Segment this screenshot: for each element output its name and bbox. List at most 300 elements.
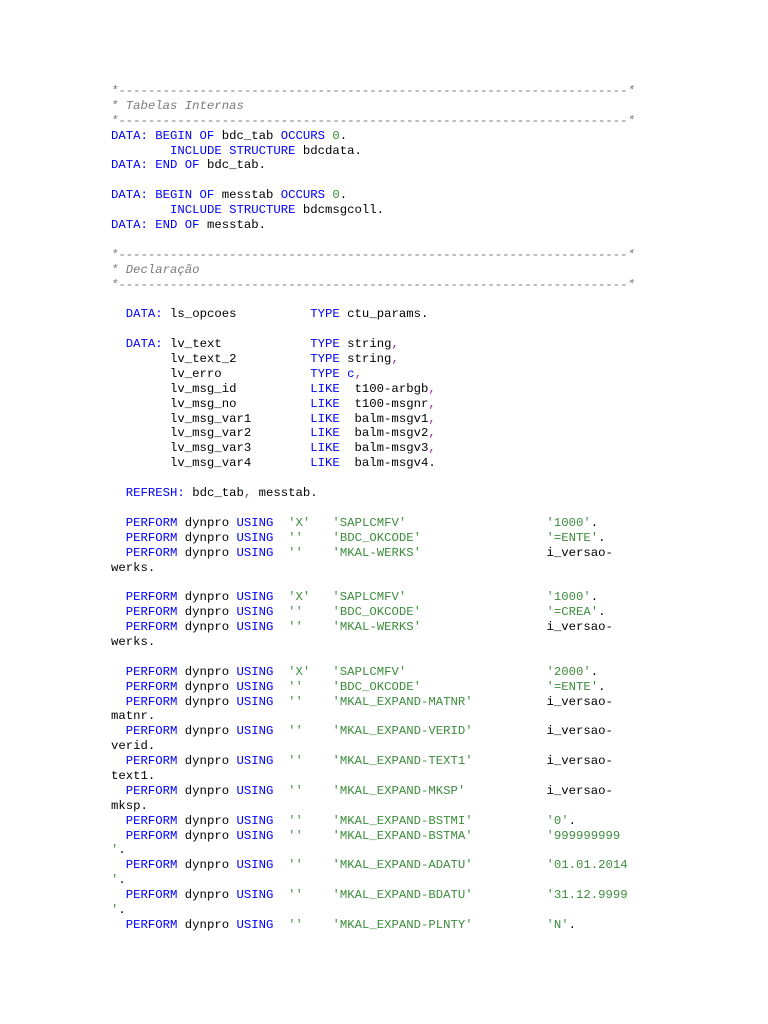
- code-token: [111, 486, 126, 500]
- code-token: '0': [546, 813, 569, 828]
- code-token: LIKE: [310, 426, 340, 441]
- code-token: '': [288, 828, 303, 843]
- code-token: TYPE: [310, 352, 340, 367]
- code-token: [111, 858, 126, 872]
- code-token: LIKE: [310, 411, 340, 426]
- code-line: [111, 784, 635, 799]
- code-token: .: [590, 590, 599, 605]
- code-token: .: [590, 664, 599, 679]
- code-token: [273, 918, 288, 932]
- code-token: [273, 680, 288, 694]
- code-token: LIKE: [310, 456, 340, 471]
- code-line: [111, 263, 635, 278]
- code-token: 'MKAL-WERKS': [332, 620, 421, 635]
- code-token: [111, 307, 126, 321]
- code-token: [303, 829, 333, 843]
- code-token: INCLUDE STRUCTURE: [170, 203, 296, 218]
- code-token: t100-arbgb: [339, 381, 429, 396]
- code-token: PERFORM: [125, 754, 178, 769]
- code-token: DATA:: [125, 307, 163, 322]
- code-token: [406, 516, 546, 530]
- code-token: [303, 784, 333, 798]
- code-token: [111, 754, 126, 768]
- code-token: '': [288, 545, 303, 560]
- code-token: '': [288, 917, 303, 932]
- code-token: '': [288, 694, 303, 709]
- code-token: [303, 620, 333, 634]
- code-token: [273, 754, 288, 768]
- code-token: [303, 695, 333, 709]
- code-token: c: [347, 366, 355, 381]
- code-token: '2000': [546, 664, 591, 679]
- code-token: '': [288, 888, 303, 903]
- code-line: [111, 516, 635, 531]
- code-token: [421, 531, 546, 545]
- code-line: [111, 695, 635, 710]
- code-line: [111, 903, 635, 918]
- code-token: dynpro: [177, 530, 237, 545]
- code-token: ': [111, 843, 119, 858]
- code-token: '': [288, 783, 303, 798]
- code-token: '1000': [546, 515, 591, 530]
- code-token: [303, 605, 333, 619]
- code-token: '': [288, 530, 303, 545]
- code-token: [111, 724, 126, 738]
- code-token: PERFORM: [125, 515, 178, 530]
- code-token: [273, 516, 288, 530]
- abap-code-listing: [111, 84, 635, 933]
- code-token: USING: [236, 620, 274, 635]
- code-token: '31.12.9999: [546, 888, 628, 903]
- code-line: [111, 307, 635, 322]
- code-token: [111, 531, 126, 545]
- code-token: i_versao-: [472, 724, 613, 739]
- code-token: [111, 546, 126, 560]
- code-token: '': [288, 605, 303, 620]
- code-token: *---------------------------------------------------------------------*: [111, 247, 635, 262]
- code-token: lv_text: [162, 337, 311, 352]
- code-token: dynpro: [177, 783, 237, 798]
- code-token: USING: [236, 724, 274, 739]
- code-token: .: [568, 917, 576, 932]
- code-line: [111, 278, 635, 293]
- code-token: balm-msgv4.: [339, 456, 436, 471]
- code-line: [111, 858, 635, 873]
- code-line: [111, 367, 635, 382]
- code-token: USING: [236, 858, 274, 873]
- code-line: [111, 337, 635, 352]
- code-token: [111, 605, 126, 619]
- code-token: 'N': [546, 917, 569, 932]
- code-token: '999999999: [546, 828, 621, 843]
- code-token: dynpro: [177, 590, 237, 605]
- code-token: '': [288, 620, 303, 635]
- code-line: [111, 665, 635, 680]
- code-token: 'X': [288, 664, 311, 679]
- code-token: 'MKAL_EXPAND-BSTMA': [332, 828, 473, 843]
- code-token: 'MKAL_EXPAND-VERID': [332, 724, 473, 739]
- code-token: 'SAPLCMFV': [332, 664, 407, 679]
- code-token: lv_msg_var4: [111, 456, 311, 471]
- code-token: 'X': [288, 515, 311, 530]
- code-token: DATA: END OF: [111, 218, 200, 233]
- code-token: [473, 888, 547, 902]
- code-token: [421, 680, 546, 694]
- code-token: TYPE: [310, 337, 340, 352]
- code-token: PERFORM: [125, 783, 178, 798]
- code-token: [273, 605, 288, 619]
- code-token: [111, 784, 126, 798]
- code-token: [303, 918, 333, 932]
- code-token: .: [590, 515, 599, 530]
- code-line: [111, 531, 635, 546]
- code-token: mksp.: [111, 798, 148, 813]
- code-token: [473, 918, 547, 932]
- code-token: USING: [236, 694, 274, 709]
- code-token: '': [288, 813, 303, 828]
- code-token: string: [339, 352, 392, 367]
- code-token: string: [339, 337, 392, 352]
- code-token: [111, 665, 126, 679]
- code-token: .: [118, 843, 126, 858]
- code-token: dynpro: [177, 724, 237, 739]
- code-token: '': [288, 858, 303, 873]
- code-token: ,: [428, 411, 436, 426]
- code-line: [111, 456, 635, 471]
- code-token: dynpro: [177, 620, 237, 635]
- code-token: ,: [354, 366, 362, 381]
- code-line: [111, 382, 635, 397]
- code-line: [111, 590, 635, 605]
- code-token: [310, 590, 332, 604]
- code-token: messtab.: [251, 486, 318, 501]
- code-token: PERFORM: [125, 530, 178, 545]
- code-token: PERFORM: [125, 917, 178, 932]
- code-token: i_versao-: [472, 694, 613, 709]
- code-line: [111, 173, 635, 188]
- code-token: [273, 724, 288, 738]
- code-token: PERFORM: [125, 858, 178, 873]
- code-token: dynpro: [177, 888, 237, 903]
- code-token: [273, 620, 288, 634]
- code-token: OCCURS: [280, 188, 326, 203]
- code-token: LIKE: [310, 381, 340, 396]
- code-token: t100-msgnr: [339, 396, 429, 411]
- code-token: USING: [236, 530, 274, 545]
- code-token: 'X': [288, 590, 311, 605]
- code-token: 'MKAL_EXPAND-BDATU': [332, 888, 473, 903]
- code-line: [111, 84, 635, 99]
- code-token: 'MKAL-WERKS': [332, 545, 421, 560]
- code-token: * Declaração: [111, 262, 200, 277]
- code-token: ,: [428, 396, 436, 411]
- code-line: [111, 918, 635, 933]
- code-token: dynpro: [177, 545, 237, 560]
- code-token: bdc_tab: [214, 128, 281, 143]
- code-token: PERFORM: [125, 888, 178, 903]
- code-token: 'MKAL_EXPAND-BSTMI': [332, 813, 473, 828]
- code-token: 'MKAL_EXPAND-MATNR': [332, 694, 473, 709]
- code-token: [273, 665, 288, 679]
- code-token: *---------------------------------------------------------------------*: [111, 84, 635, 98]
- code-token: 0: [332, 188, 340, 203]
- code-token: [273, 531, 288, 545]
- code-line: [111, 635, 635, 650]
- code-token: lv_msg_var1: [111, 411, 311, 426]
- code-token: PERFORM: [125, 590, 178, 605]
- code-token: ': [111, 873, 119, 888]
- code-token: USING: [236, 783, 274, 798]
- code-token: bdc_tab.: [199, 158, 266, 173]
- code-line: [111, 739, 635, 754]
- code-line: [111, 724, 635, 739]
- code-token: PERFORM: [125, 679, 178, 694]
- code-token: USING: [236, 888, 274, 903]
- code-token: [111, 814, 126, 828]
- code-token: text1.: [111, 768, 156, 783]
- code-token: lv_msg_id: [111, 381, 311, 396]
- code-token: USING: [236, 828, 274, 843]
- code-token: bdcdata.: [295, 143, 362, 158]
- code-token: verid.: [111, 739, 156, 754]
- code-token: 'SAPLCMFV': [332, 515, 407, 530]
- code-token: ': [111, 902, 119, 917]
- code-token: '=ENTE': [546, 530, 599, 545]
- code-token: [273, 590, 288, 604]
- code-line: [111, 799, 635, 814]
- code-token: TYPE: [310, 366, 340, 381]
- code-token: werks.: [111, 634, 156, 649]
- code-line: [111, 233, 635, 248]
- code-token: balm-msgv3: [339, 441, 429, 456]
- code-token: 'MKAL_EXPAND-MKSP': [332, 783, 466, 798]
- code-token: [111, 680, 126, 694]
- code-token: * Tabelas Internas: [111, 98, 244, 113]
- code-line: [111, 814, 635, 829]
- code-token: [406, 590, 546, 604]
- code-line: [111, 501, 635, 516]
- code-line: [111, 888, 635, 903]
- code-token: [303, 724, 333, 738]
- code-token: [111, 516, 126, 530]
- code-token: [273, 858, 288, 872]
- code-token: 'BDC_OKCODE': [332, 605, 421, 620]
- code-token: ,: [391, 337, 399, 352]
- code-line: [111, 322, 635, 337]
- code-token: '1000': [546, 590, 591, 605]
- code-token: [421, 605, 546, 619]
- code-token: DATA: BEGIN OF: [111, 128, 215, 143]
- code-token: '=CREA': [546, 605, 599, 620]
- code-token: messtab: [214, 188, 281, 203]
- code-token: .: [598, 530, 606, 545]
- code-token: DATA: END OF: [111, 158, 200, 173]
- code-token: USING: [236, 679, 274, 694]
- code-line: [111, 829, 635, 844]
- code-token: USING: [236, 754, 274, 769]
- code-token: REFRESH:: [125, 486, 185, 501]
- code-token: USING: [236, 545, 274, 560]
- code-token: [111, 203, 170, 217]
- code-token: ,: [243, 486, 252, 501]
- code-token: ,: [391, 352, 399, 367]
- code-token: .: [568, 813, 576, 828]
- code-token: [111, 144, 170, 158]
- code-token: [111, 829, 126, 843]
- code-token: ,: [428, 426, 436, 441]
- code-line: [111, 412, 635, 427]
- code-token: OCCURS: [280, 128, 326, 143]
- code-token: [310, 516, 332, 530]
- code-token: ,: [428, 381, 436, 396]
- code-line: [111, 650, 635, 665]
- code-token: USING: [236, 664, 274, 679]
- code-token: '': [288, 679, 303, 694]
- code-token: dynpro: [177, 828, 237, 843]
- code-token: 'BDC_OKCODE': [332, 679, 421, 694]
- code-line: [111, 769, 635, 784]
- code-token: DATA: BEGIN OF: [111, 188, 215, 203]
- code-token: [406, 665, 546, 679]
- code-token: dynpro: [177, 813, 237, 828]
- code-token: lv_text_2: [111, 352, 311, 367]
- code-token: i_versao-: [421, 620, 613, 635]
- code-token: lv_msg_var3: [111, 441, 311, 456]
- code-token: ls_opcoes: [162, 307, 311, 322]
- code-token: USING: [236, 515, 274, 530]
- code-token: dynpro: [177, 515, 237, 530]
- code-line: [111, 203, 635, 218]
- code-token: [111, 590, 126, 604]
- code-token: [273, 546, 288, 560]
- code-line: [111, 114, 635, 129]
- code-token: '': [288, 754, 303, 769]
- code-token: [111, 620, 126, 634]
- code-token: i_versao-: [465, 783, 613, 798]
- code-token: PERFORM: [125, 828, 178, 843]
- code-token: 'BDC_OKCODE': [332, 530, 421, 545]
- code-token: PERFORM: [125, 545, 178, 560]
- code-token: USING: [236, 605, 274, 620]
- code-token: [473, 829, 547, 843]
- code-line: [111, 873, 635, 888]
- code-line: [111, 292, 635, 307]
- code-line: [111, 188, 635, 203]
- code-line: [111, 754, 635, 769]
- code-token: '01.01.2014: [546, 858, 628, 873]
- code-token: PERFORM: [125, 694, 178, 709]
- code-line: [111, 158, 635, 173]
- code-token: werks.: [111, 560, 156, 575]
- code-token: [111, 337, 126, 351]
- code-line: [111, 352, 635, 367]
- code-token: '': [288, 724, 303, 739]
- code-token: .: [598, 605, 606, 620]
- code-token: LIKE: [310, 396, 340, 411]
- code-line: [111, 218, 635, 233]
- code-token: dynpro: [177, 858, 237, 873]
- code-line: [111, 397, 635, 412]
- code-token: [303, 814, 333, 828]
- code-token: .: [339, 188, 348, 203]
- code-token: 'MKAL_EXPAND-TEXT1': [332, 754, 473, 769]
- code-token: USING: [236, 917, 274, 932]
- code-token: [273, 888, 288, 902]
- code-token: i_versao-: [421, 545, 613, 560]
- code-line: [111, 561, 635, 576]
- code-token: balm-msgv1: [339, 411, 429, 426]
- code-line: [111, 99, 635, 114]
- code-token: .: [339, 128, 348, 143]
- code-line: [111, 129, 635, 144]
- code-token: matnr.: [111, 709, 156, 724]
- code-line: [111, 144, 635, 159]
- code-token: lv_erro: [111, 366, 311, 381]
- code-token: lv_msg_no: [111, 396, 311, 411]
- code-token: USING: [236, 590, 274, 605]
- code-token: 'SAPLCMFV': [332, 590, 407, 605]
- code-token: USING: [236, 813, 274, 828]
- code-token: [273, 814, 288, 828]
- code-token: ctu_params.: [339, 307, 429, 322]
- code-token: INCLUDE STRUCTURE: [170, 143, 296, 158]
- code-token: [111, 918, 126, 932]
- code-line: [111, 575, 635, 590]
- code-token: [303, 888, 333, 902]
- code-token: .: [118, 902, 126, 917]
- code-line: [111, 709, 635, 724]
- code-line: [111, 426, 635, 441]
- code-token: dynpro: [177, 679, 237, 694]
- code-token: [310, 665, 332, 679]
- code-token: dynpro: [177, 605, 237, 620]
- code-line: [111, 605, 635, 620]
- code-token: [303, 680, 333, 694]
- code-token: LIKE: [310, 441, 340, 456]
- code-token: DATA:: [125, 337, 163, 352]
- code-token: *---------------------------------------------------------------------*: [111, 113, 635, 128]
- code-line: [111, 248, 635, 263]
- code-token: i_versao-: [472, 754, 613, 769]
- code-token: dynpro: [177, 694, 237, 709]
- code-token: PERFORM: [125, 620, 178, 635]
- code-token: dynpro: [177, 754, 237, 769]
- code-token: PERFORM: [125, 724, 178, 739]
- code-token: [473, 858, 547, 872]
- code-token: [273, 695, 288, 709]
- code-line: [111, 546, 635, 561]
- code-token: [303, 546, 333, 560]
- code-token: 0: [332, 128, 340, 143]
- code-token: PERFORM: [125, 813, 178, 828]
- code-token: lv_msg_var2: [111, 426, 311, 441]
- code-token: PERFORM: [125, 664, 178, 679]
- code-line: [111, 680, 635, 695]
- code-token: .: [598, 679, 606, 694]
- code-token: [273, 784, 288, 798]
- code-token: [303, 531, 333, 545]
- code-token: balm-msgv2: [339, 426, 429, 441]
- code-line: [111, 486, 635, 501]
- code-token: TYPE: [310, 307, 340, 322]
- code-token: [273, 829, 288, 843]
- code-line: [111, 620, 635, 635]
- code-token: dynpro: [177, 917, 237, 932]
- code-token: [111, 888, 126, 902]
- code-line: [111, 441, 635, 456]
- code-line: [111, 843, 635, 858]
- code-token: [111, 695, 126, 709]
